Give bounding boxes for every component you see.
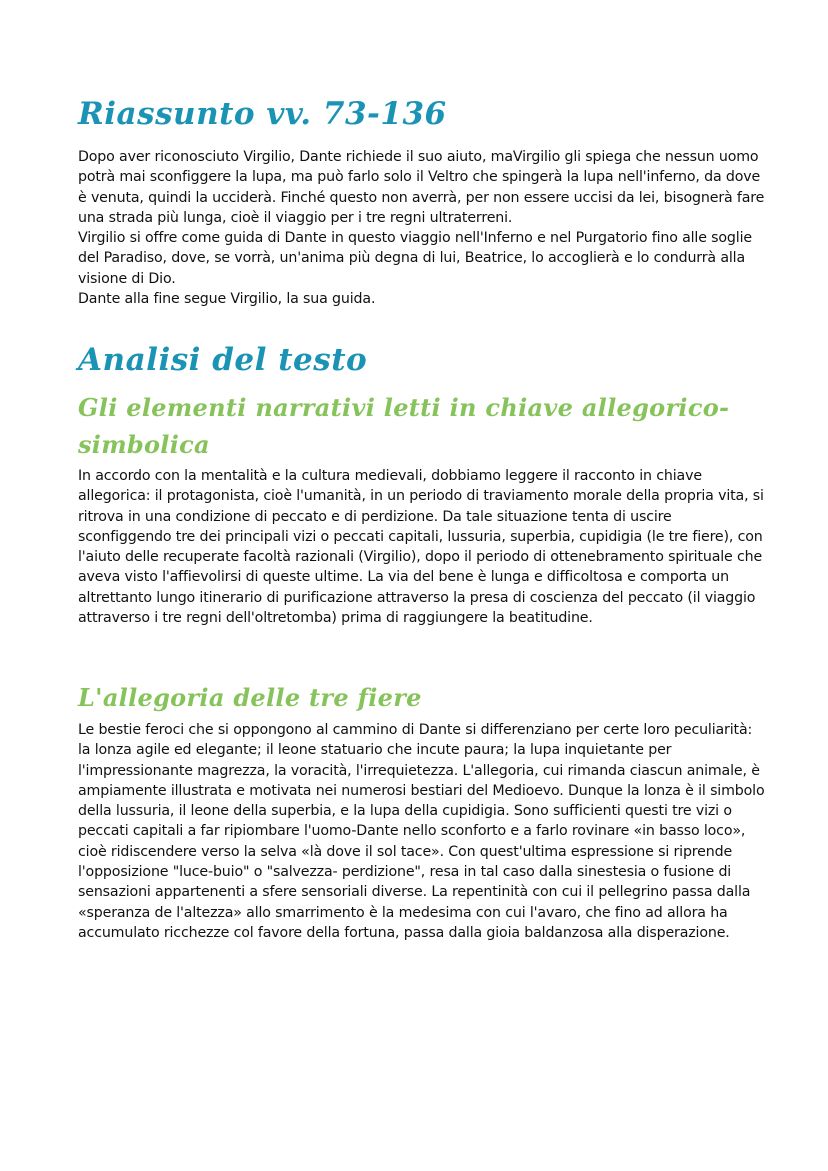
summary-title: Riassunto vv. 73-136 [78,96,447,132]
section-narrative-title-line2: simbolica [78,430,210,459]
section-fiere-title: L'allegoria delle tre fiere [78,683,422,712]
section-fiere-paragraph: Le bestie feroci che si oppongono al cammino di Dante si differenziano per certe loro peculiarità: la lonza agile ed elegante; il leone statuario che incute paura; la lupa inquietante per l'impressionante magrezza, la voracità, l'irrequietezza. L'allegoria, cui rimanda ciascun animale, è ampiamente illustrata e motivata nei numerosi bestiari del Medioevo. Dunque la lonza è il simbolo della lussuria, il leone della superbia, e la lupa della cupidigia. Sono sufficienti questi tre vizi o peccati capitali a far ripiombare l'uomo-Dante nello sconforto e a farlo rovinare «in basso loco», cioè ridiscendere verso la selva «là dove il sol tace». Con quest'ultima espressione si riprende l'opposizione "luce-buio" o "salvezza- perdizione", resa in tal caso dalla sinestesia o fusione di sensazioni appartenenti a sfere sensoriali diverse. La repentinità con cui il pellegrino passa dalla «speranza de l'altezza» allo smarrimento è la medesima con cui l'avaro, che fino ad allora ha accumulato ricchezze col favore della fortuna, passa dalla gioia baldanzosa alla disperazione. [78,722,765,941]
section-narrative-paragraph: In accordo con la mentalità e la cultura medievali, dobbiamo leggere il racconto in chiave allegorica: il protagonista, cioè l'umanità, in un periodo di traviamento morale della propria vita, si ritrova in una condizione di peccato e di perdizione. Da tale situazione tenta di uscire sconfiggendo tre dei principali vizi o peccati capitali, lussuria, superbia, cupidigia (le tre fiere), con l'aiuto delle recuperate facoltà razionali (Virgilio), dopo il periodo di ottenebramento spirituale che aveva visto l'affievolirsi di queste ultime. La via del bene è lunga e difficoltosa e comporta un altrettanto lungo itinerario di purificazione attraverso la presa di coscienza del peccato (il viaggio attraverso i tre regni dell'oltretomba) prima di raggiungere la beatitudine. [78,468,764,627]
summary-paragraph: Dopo aver riconosciuto Virgilio, Dante richiede il suo aiuto, maVirgilio gli spiega che nessun uomo potrà mai sconfiggere la lupa, ma può farlo solo il Veltro che spingerà la lupa nell'inferno, da dove è venuta, quindi la ucciderà. Finché questo non averrà, per non essere uccisi da lei, bisognerà fare una strada più lunga, cioè il viaggio per i tre regni ultraterreni. Virgilio si offre come guida di Dante in questo viaggio nell'Inferno e nel Purgatorio fino alle soglie del Paradiso, dove, se vorrà, un'anima più degna di lui, Beatrice, lo accoglierà e lo condurrà alla visione di Dio. Dante alla fine segue Virgilio, la sua guida. [78,149,765,308]
section-narrative-title-line1: Gli elementi narrativi letti in chiave allegorico- [78,393,730,422]
analysis-title: Analisi del testo [78,342,368,378]
